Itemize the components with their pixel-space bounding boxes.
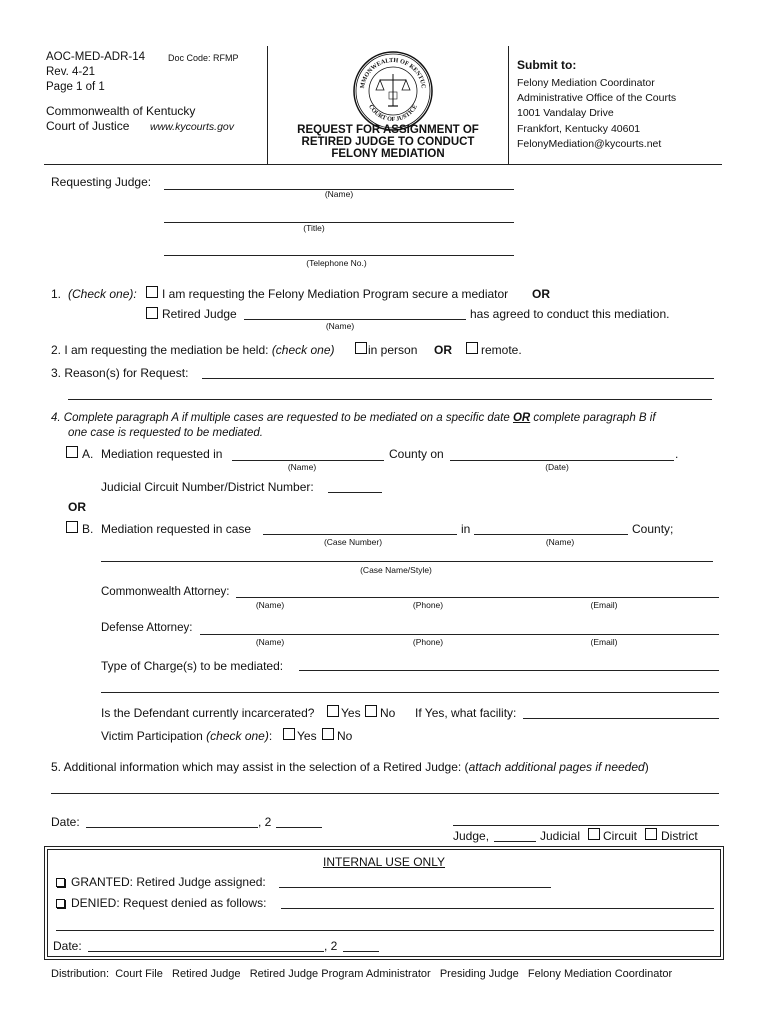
form-id: AOC-MED-ADR-14 — [46, 51, 146, 63]
district-label: District — [661, 829, 698, 843]
paragraph-b-name-caption: (Name) — [545, 537, 575, 547]
denied-label: DENIED: Request denied as follows: — [71, 896, 267, 910]
judicial-number-field[interactable] — [494, 841, 536, 842]
name-caption: (Name) — [324, 189, 354, 199]
item2-check-one: (check one) — [271, 343, 335, 357]
paragraph-a-county-field[interactable] — [232, 460, 384, 461]
district-checkbox[interactable] — [645, 828, 657, 840]
item1-or: OR — [532, 287, 550, 301]
victim-check-one: (check one) — [206, 729, 269, 743]
incarcerated-no-label: No — [380, 706, 396, 720]
paragraph-a-date-field[interactable] — [450, 460, 674, 461]
header-divider — [44, 164, 722, 165]
remote-checkbox[interactable] — [466, 342, 478, 354]
facility-field[interactable] — [523, 718, 719, 719]
commonwealth-attorney-field[interactable] — [236, 597, 719, 598]
judge-label: Judge, — [453, 829, 490, 843]
circuit-label: Circuit — [603, 829, 638, 843]
item1-option1: I am requesting the Felony Mediation Program secure a mediator — [162, 287, 509, 301]
retired-judge-name-caption: (Name) — [325, 321, 355, 331]
victim-label: Victim Participation — [101, 729, 207, 743]
da-email-caption: (Email) — [590, 637, 618, 647]
granted-checkbox[interactable] — [56, 878, 65, 887]
circuit-checkbox[interactable] — [588, 828, 600, 840]
victim-no-checkbox[interactable] — [322, 728, 334, 740]
paragraph-a-text: Mediation requested in — [101, 447, 223, 461]
victim-yes-label: Yes — [297, 729, 317, 743]
paragraph-a-label: A. — [82, 447, 94, 461]
item2-text — [51, 343, 335, 357]
paragraph-a-date-caption: (Date) — [545, 462, 569, 472]
form-title-line3: FELONY MEDIATION — [331, 148, 445, 160]
case-style-field[interactable] — [101, 561, 713, 562]
internal-date-label: Date: — [53, 939, 82, 953]
circuit-number-field[interactable] — [328, 492, 382, 493]
court-seal-icon — [352, 50, 434, 132]
granted-label: GRANTED: Retired Judge assigned: — [71, 875, 266, 889]
item1-option2-tail: has agreed to conduct this mediation. — [470, 307, 670, 321]
ca-email-caption: (Email) — [590, 600, 618, 610]
court-name: Court of Justice — [46, 119, 130, 133]
denied-checkbox[interactable] — [56, 899, 65, 908]
item5-label: 5. Additional information which may assist in the selection of a Retired Judge: ( — [51, 760, 469, 774]
victim-yes-checkbox[interactable] — [283, 728, 295, 740]
paragraph-b-checkbox[interactable] — [66, 521, 78, 533]
item3-text: 3. Reason(s) for Request: — [51, 366, 189, 380]
paragraph-a-period: . — [675, 447, 679, 461]
item5-close: ) — [644, 760, 649, 774]
commonwealth-attorney-label: Commonwealth Attorney: — [101, 586, 230, 598]
secure-mediator-checkbox[interactable] — [146, 286, 158, 298]
defense-attorney-field[interactable] — [200, 634, 719, 635]
internal-use-heading: INTERNAL USE ONLY — [322, 855, 446, 869]
item5-text — [51, 760, 649, 774]
requesting-judge-phone-field[interactable] — [164, 255, 514, 256]
paragraph-b-county: County; — [632, 522, 674, 536]
item2-label: 2. I am requesting the mediation be held: — [51, 343, 272, 357]
incarcerated-no-checkbox[interactable] — [365, 705, 377, 717]
internal-year-prefix: , 2 — [324, 939, 338, 953]
granted-judge-field[interactable] — [279, 887, 551, 888]
judge-signature-field[interactable] — [453, 825, 719, 826]
da-phone-caption: (Phone) — [412, 637, 444, 647]
submit-line: Frankfort, Kentucky 40601 — [517, 123, 641, 135]
item4-instructions-line1 — [51, 412, 656, 424]
revision: Rev. 4-21 — [46, 66, 96, 78]
victim-no-label: No — [337, 729, 353, 743]
paragraph-or: OR — [68, 500, 86, 514]
submit-line: Administrative Office of the Courts — [517, 92, 677, 104]
incarcerated-label: Is the Defendant currently incarcerated? — [101, 706, 315, 720]
charges-field-line1[interactable] — [299, 670, 719, 671]
paragraph-b-text: Mediation requested in case — [101, 522, 252, 536]
page-number: Page 1 of 1 — [46, 81, 105, 93]
item1-retired-judge-label: Retired Judge — [162, 307, 237, 321]
internal-date-field[interactable] — [88, 951, 324, 952]
commonwealth: Commonwealth of Kentucky — [46, 104, 196, 118]
form-title-line2: RETIRED JUDGE TO CONDUCT — [301, 136, 475, 148]
item4-or: OR — [512, 412, 531, 424]
submit-heading: Submit to: — [517, 58, 577, 72]
item1-check-one: (Check one): — [68, 287, 137, 301]
denied-reason-field-line2[interactable] — [56, 930, 714, 931]
item2-or: OR — [434, 343, 452, 357]
item1-number: 1. — [51, 287, 62, 301]
item4-text-a: 4. Complete paragraph A if multiple cases are requested to be mediated on a specific date — [51, 412, 513, 424]
case-number-field[interactable] — [263, 534, 457, 535]
date-label: Date: — [51, 815, 80, 829]
denied-reason-field-line1[interactable] — [281, 908, 714, 909]
date-year-field[interactable] — [276, 827, 322, 828]
submit-line: FelonyMediation@kycourts.net — [517, 138, 662, 150]
submit-line: Felony Mediation Coordinator — [517, 77, 655, 89]
item4-instructions-line2: one case is requested to be mediated. — [68, 427, 263, 439]
da-name-caption: (Name) — [255, 637, 285, 647]
case-style-caption: (Case Name/Style) — [360, 565, 432, 575]
in-person-label: in person — [368, 343, 418, 357]
retired-judge-name-field[interactable] — [244, 319, 466, 320]
paragraph-a-name-caption: (Name) — [287, 462, 317, 472]
date-field[interactable] — [86, 827, 258, 828]
paragraph-a-checkbox[interactable] — [66, 446, 78, 458]
judicial-label: Judicial — [540, 829, 581, 843]
item5-italic: attach additional pages if needed — [468, 760, 645, 774]
phone-caption: (Telephone No.) — [306, 258, 367, 268]
reason-field-line2[interactable] — [68, 399, 712, 400]
reason-field-line1[interactable] — [202, 378, 714, 379]
seal-bottom-text: COURT OF JUSTICE — [367, 103, 419, 124]
item4-text-b: complete paragraph B if — [530, 412, 656, 424]
retired-judge-checkbox[interactable] — [146, 307, 158, 319]
paragraph-b-label: B. — [82, 522, 94, 536]
ca-phone-caption: (Phone) — [412, 600, 444, 610]
circuit-number-label: Judicial Circuit Number/District Number: — [101, 480, 314, 494]
incarcerated-yes-checkbox[interactable] — [327, 705, 339, 717]
paragraph-a-county-on: County on — [389, 447, 444, 461]
doc-code: Doc Code: RFMP — [168, 53, 239, 63]
paragraph-b-in: in — [461, 522, 471, 536]
in-person-checkbox[interactable] — [355, 342, 367, 354]
requesting-judge-label: Requesting Judge: — [51, 175, 152, 189]
ca-name-caption: (Name) — [255, 600, 285, 610]
internal-year-field[interactable] — [343, 951, 379, 952]
incarcerated-yes-label: Yes — [341, 706, 361, 720]
case-number-caption: (Case Number) — [323, 537, 383, 547]
charges-field-line2[interactable] — [101, 692, 719, 693]
form-title-line1: REQUEST FOR ASSIGNMENT OF — [297, 124, 479, 136]
facility-label: If Yes, what facility: — [415, 706, 517, 720]
seal-top-text: MMONWEALTH OF KENTUC — [359, 56, 427, 90]
distribution-list: Distribution: Court File Retired Judge Retired Judge Program Administrator Presiding Judge Felony Mediation Coordinator — [51, 968, 673, 980]
charges-label: Type of Charge(s) to be mediated: — [101, 659, 284, 673]
website: www.kycourts.gov — [150, 121, 235, 133]
paragraph-b-county-field[interactable] — [474, 534, 628, 535]
title-caption: (Title) — [303, 223, 325, 233]
additional-info-field[interactable] — [51, 793, 719, 794]
submit-line: 1001 Vandalay Drive — [517, 107, 614, 119]
defense-attorney-label: Defense Attorney: — [101, 622, 193, 634]
remote-label: remote. — [481, 343, 522, 357]
date-year-prefix: , 2 — [258, 815, 272, 829]
victim-participation-label — [101, 729, 272, 743]
victim-colon: : — [268, 729, 273, 743]
